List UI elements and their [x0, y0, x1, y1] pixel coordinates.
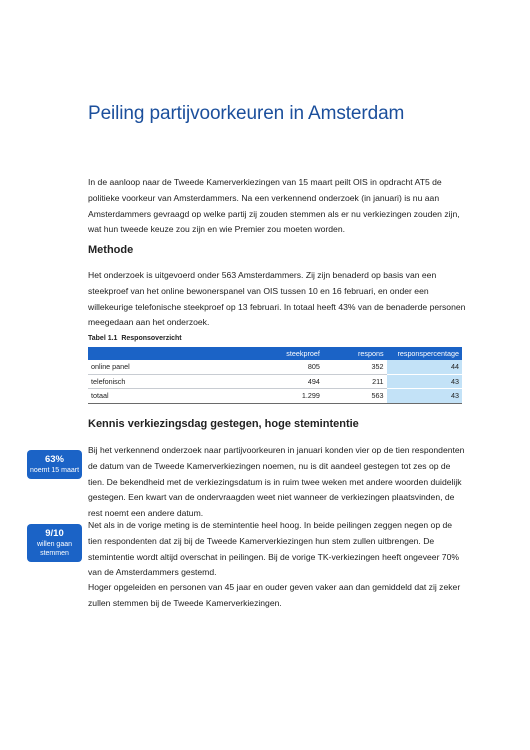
intro-paragraph: In de aanloop naar de Tweede Kamerverkiezingen van 15 maart peilt OIS in opdracht AT5 de politieke voorkeur van Amsterdammers. Na een verkennend onderzoek (in januari) is nu aan Amsterdammers gevraagd op welke partij zij zouden stemmen als er nu verkiezingen zouden zijn, wat hun tweede keuze zou zijn en wie Premier zou moeten worden. [88, 177, 460, 235]
section2-paragraph-2: Net als in de vorige meting is de stemintentie heel hoog. In beide peilingen zeggen negen op de tien respondenten dat zij bij de Tweede Kamerverkiezingen hun stem zullen uitbrengen. De stemintentie wordt altijd overschat in peilingen. Bij de vorige TK-verkiezingen heeft ongeveer 70% van de Amsterdammers gestemd. [88, 520, 460, 578]
table-header-empty [88, 347, 249, 360]
badge-label: noemt 15 maart [29, 467, 80, 474]
methode-paragraph: Het onderzoek is uitgevoerd onder 563 Amsterdammers. Zij zijn benaderd op basis van een steekproef van het online bewonerspanel van OIS tussen 10 en 16 februari, en onder een willekeurige telefonische steekproef op 13 februari. In totaal heeft 43% van de benaderde personen meegedaan aan het onderzoek. [88, 270, 466, 328]
response-table [88, 347, 462, 404]
table-cell-percentage: 43 [387, 389, 462, 404]
badge-value: 63% [44, 454, 64, 465]
section2-paragraph-1: Bij het verkennend onderzoek naar partijvoorkeuren in januari konden vier op de tien respondenten de datum van de Tweede Kamerverkiezingen noemen, nu is dit aandeel gestegen tot zes op de tien. De bekendheid met de verkiezingsdatum is in ruim twee weken met andere woorden duidelijk gestegen. Een kwart van de ondervraagden weet niet wanneer de verkiezingen plaatsvinden, de rest noemt een andere datum. [88, 445, 465, 519]
table-caption [88, 335, 182, 342]
badge-label: willen gaan stemmen [36, 541, 73, 557]
section2-paragraph-3: Hoger opgeleiden en personen van 45 jaar en ouder geven vaker aan dan gemiddeld dat zij zeker zullen stemmen bij de Tweede Kamerverkiezingen. [88, 582, 461, 608]
table-cell-respons: 211 [323, 374, 387, 389]
table-cell-steekproef: 805 [249, 360, 323, 374]
table-caption-number: Tabel 1.1 [88, 335, 118, 342]
methode-heading: Methode [88, 244, 134, 256]
table-header-steekproef: steekproef [249, 347, 323, 360]
table-row [88, 360, 462, 374]
table-cell-percentage: 44 [387, 360, 462, 374]
table-cell-respons: 563 [323, 389, 387, 404]
table-cell-label: totaal [88, 389, 249, 404]
badge-value: 9/10 [45, 528, 64, 539]
badge-vote-intention [27, 524, 82, 562]
table-cell-percentage: 43 [387, 374, 462, 389]
page-title: Peiling partijvoorkeuren in Amsterdam [88, 103, 405, 124]
table-row-total [88, 389, 462, 404]
table-cell-steekproef: 494 [249, 374, 323, 389]
table-cell-label: telefonisch [88, 374, 249, 389]
table-row [88, 374, 462, 389]
section2-heading: Kennis verkiezingsdag gestegen, hoge stemintentie [88, 418, 359, 430]
table-header-responspercentage: responspercentage [387, 347, 462, 360]
badge-date-known [27, 450, 82, 479]
table-cell-label: online panel [88, 360, 249, 374]
table-cell-respons: 352 [323, 360, 387, 374]
table-header-row [88, 347, 462, 360]
table-header-respons: respons [323, 347, 387, 360]
table-cell-steekproef: 1.299 [249, 389, 323, 404]
table-caption-title: Responsoverzicht [121, 335, 182, 342]
